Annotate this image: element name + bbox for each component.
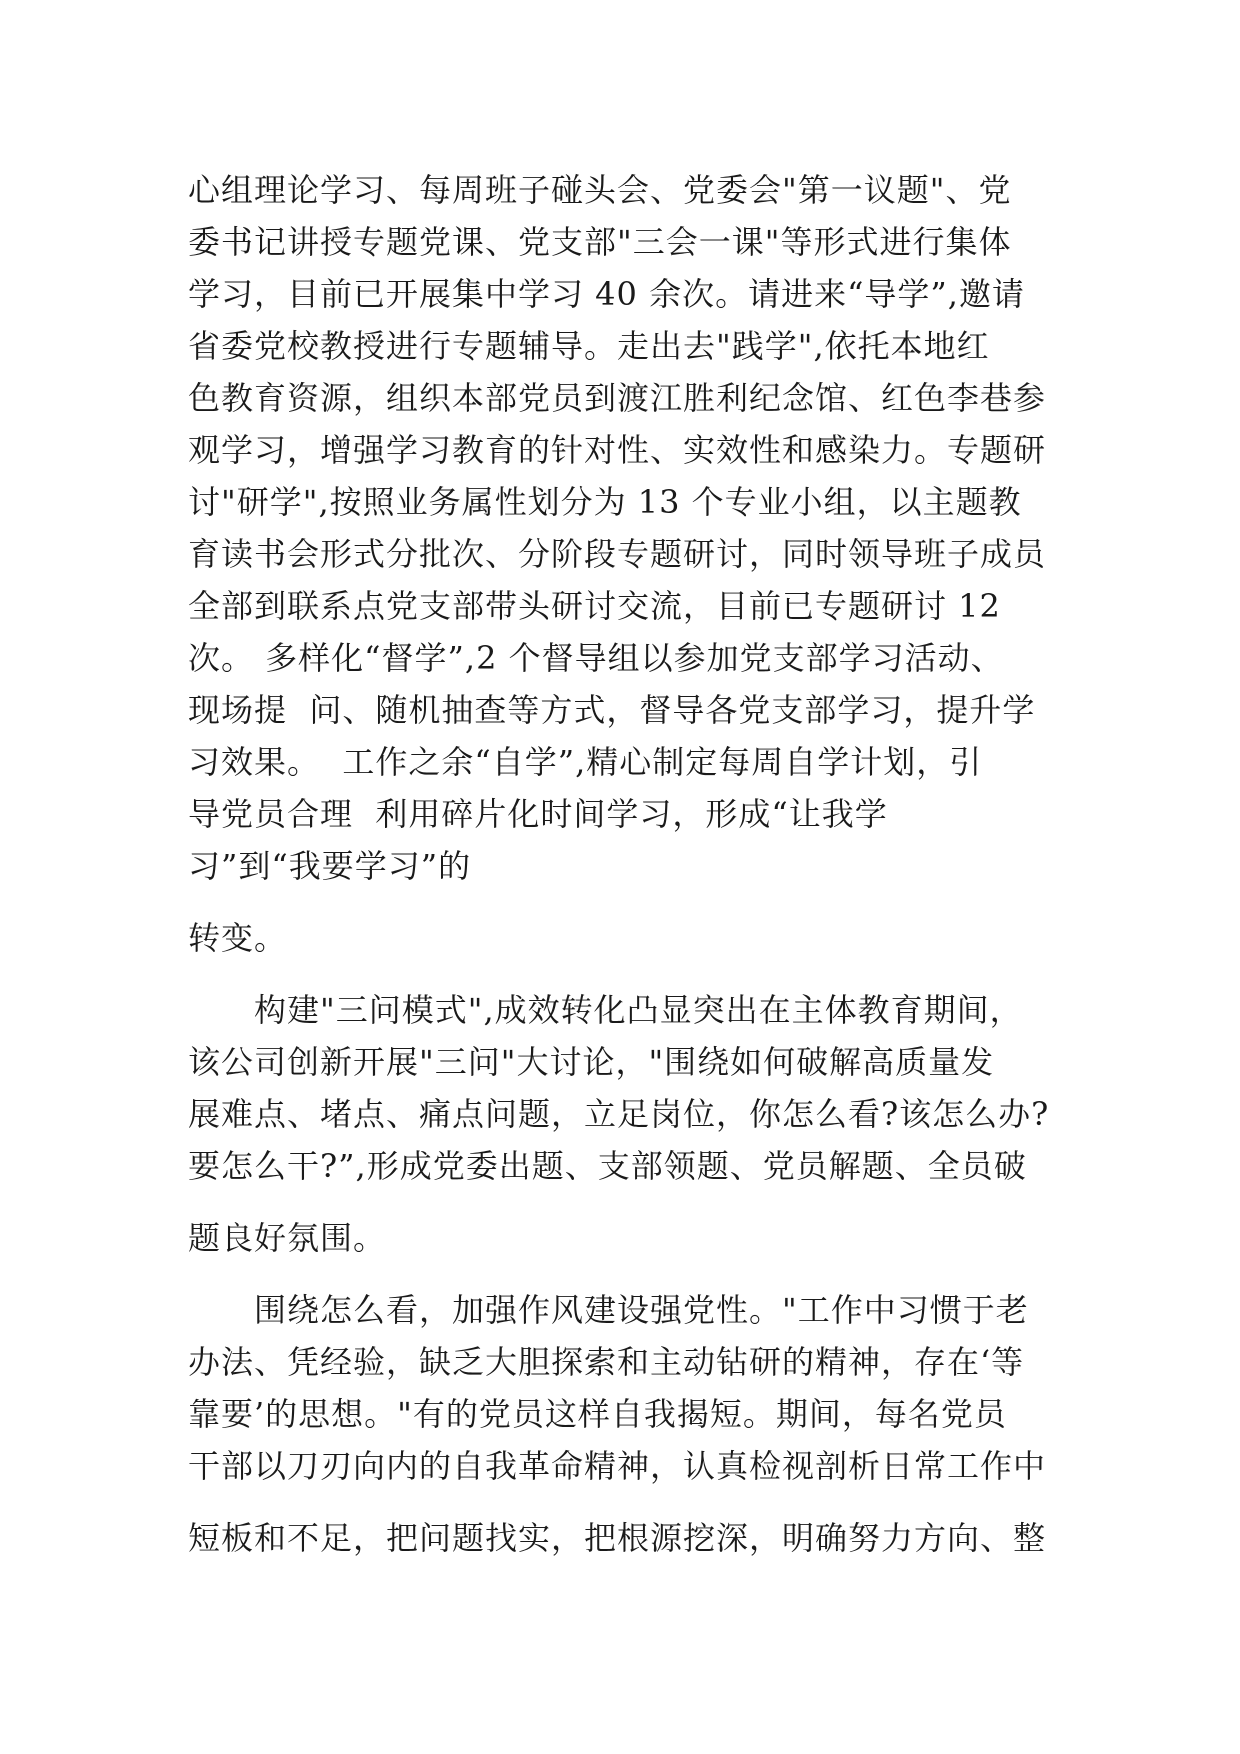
text-line: 习”到“我要学习”的 (188, 847, 472, 885)
text-line: 转变。 (188, 919, 288, 957)
text-line: 办法、凭经验，缺乏大胆探索和主动钻研的精神，存在‘等 (188, 1343, 1025, 1381)
text-line: 现场提 问、随机抽查等方式，督导各党支部学习，提升学 (188, 691, 1036, 729)
text-line: 该公司创新开展"三问"大讨论，"围绕如何破解高质量发 (188, 1043, 995, 1081)
text-line: 育读书会形式分批次、分阶段专题研讨，同时领导班子成员 (188, 535, 1047, 573)
text-line: 省委党校教授进行专题辅导。走出去"践学",依托本地红 (188, 327, 990, 365)
text-line: 题良好氛围。 (188, 1219, 387, 1257)
paragraph-first-line: 构建"三问模式",成效转化凸显突出在主体教育期间， (188, 991, 1023, 1029)
text-line: 观学习，增强学习教育的针对性、实效性和感染力。专题研 (188, 431, 1047, 469)
text-line: 干部以刀刃向内的自我革命精神，认真检视剖析日常工作中 (188, 1447, 1047, 1485)
text-line: 学习，目前已开展集中学习 40 余次。请进来“导学”,邀请 (188, 275, 1025, 313)
text-line: 要怎么干?”,形成党委出题、支部领题、党员解题、全员破 (188, 1147, 1027, 1185)
text-line: 靠要’的思想。"有的党员这样自我揭短。期间，每名党员 (188, 1395, 1007, 1433)
text-line: 短板和不足，把问题找实，把根源挖深，明确努力方向、整 (188, 1519, 1047, 1557)
text-line: 色教育资源，组织本部党员到渡江胜利纪念馆、红色李巷参 (188, 379, 1047, 417)
text-line: 导党员合理 利用碎片化时间学习，形成“让我学 (188, 795, 888, 833)
text-line: 全部到联系点党支部带头研讨交流，目前已专题研讨 12 (188, 587, 1001, 625)
text-line: 心组理论学习、每周班子碰头会、党委会"第一议题"、党 (188, 171, 1012, 209)
text-line: 次。 多样化“督学”,2 个督导组以参加党支部学习活动、 (188, 639, 1004, 677)
text-line: 展难点、堵点、痛点问题，立足岗位，你怎么看?该怎么办? (188, 1095, 1050, 1133)
text-line: 讨"研学",按照业务属性划分为 13 个专业小组，以主题教 (188, 483, 1022, 521)
paragraph-first-line: 围绕怎么看，加强作风建设强党性。"工作中习惯于老 (188, 1291, 1029, 1329)
text-line: 习效果。 工作之余“自学”,精心制定每周自学计划，引 (188, 743, 983, 781)
text-line: 委书记讲授专题党课、党支部"三会一课"等形式进行集体 (188, 223, 1012, 261)
